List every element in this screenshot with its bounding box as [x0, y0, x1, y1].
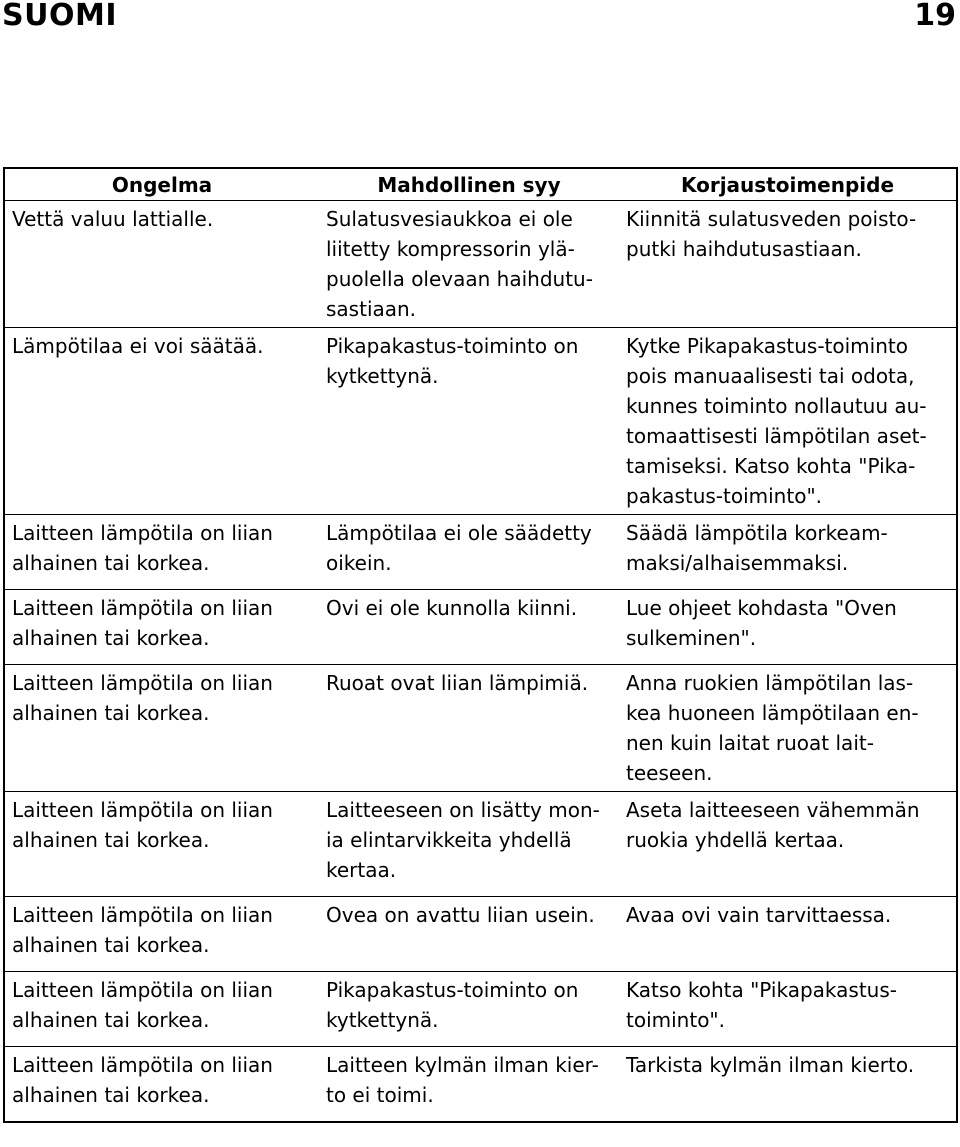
- remedy-text: Avaa ovi vain tarvittaessa.: [626, 903, 892, 927]
- remedy-cell: [619, 201, 957, 328]
- table-row: [4, 897, 957, 972]
- cause-text: Ovi ei ole kunnolla kiinni.: [326, 596, 578, 620]
- page-number: 19: [914, 0, 956, 33]
- cause-text: Pikapakastus-toiminto on kytkettynä.: [326, 978, 579, 1032]
- problem-cell: [4, 972, 319, 1047]
- remedy-cell: [619, 590, 957, 665]
- table-row: [4, 792, 957, 897]
- remedy-text: Säädä lämpötila korkeam- maksi/alhaisemmaksi.: [626, 521, 888, 575]
- problem-text: Laitteen lämpötila on liian alhainen tai korkea.: [12, 798, 273, 852]
- cause-text: Lämpötilaa ei ole säädetty oikein.: [326, 521, 592, 575]
- remedy-cell: [619, 972, 957, 1047]
- table-row: [4, 665, 957, 792]
- remedy-cell: [619, 1047, 957, 1123]
- remedy-text: Aseta laitteeseen vähemmän ruokia yhdellä kertaa.: [626, 798, 920, 852]
- section-title: SUOMI: [2, 0, 117, 33]
- cause-text: Ovea on avattu liian usein.: [326, 903, 595, 927]
- cause-cell: [319, 201, 619, 328]
- cause-text: Pikapakastus-toiminto on kytkettynä.: [326, 334, 579, 388]
- cause-cell: [319, 515, 619, 590]
- problem-cell: [4, 328, 319, 515]
- cause-text: Laitteen kylmän ilman kier- to ei toimi.: [326, 1053, 599, 1107]
- problem-text: Vettä valuu lattialle.: [12, 207, 214, 231]
- column-header-cause: Mahdollinen syy: [319, 168, 619, 201]
- troubleshooting-table: [3, 167, 958, 1123]
- problem-text: Laitteen lämpötila on liian alhainen tai korkea.: [12, 1053, 273, 1107]
- problem-text: Lämpötilaa ei voi säätää.: [12, 334, 264, 358]
- problem-text: Laitteen lämpötila on liian alhainen tai korkea.: [12, 596, 273, 650]
- remedy-text: Kytke Pikapakastus-toiminto pois manuaalisesti tai odota, kunnes toiminto nollautuu au- tomaattisesti lämpötilan aset- tamiseksi. Katso kohta "Pika- pakastus-toiminto".: [626, 334, 927, 508]
- problem-cell: [4, 792, 319, 897]
- problem-cell: [4, 897, 319, 972]
- cause-cell: [319, 792, 619, 897]
- remedy-cell: [619, 792, 957, 897]
- remedy-cell: [619, 897, 957, 972]
- problem-cell: [4, 665, 319, 792]
- table-row: [4, 515, 957, 590]
- cause-text: Sulatusvesiaukkoa ei ole liitetty kompressorin ylä- puolella olevaan haihdutu- sastiaan.: [326, 207, 593, 321]
- table-row: [4, 590, 957, 665]
- cause-cell: [319, 897, 619, 972]
- remedy-cell: [619, 665, 957, 792]
- problem-text: Laitteen lämpötila on liian alhainen tai korkea.: [12, 903, 273, 957]
- remedy-text: Anna ruokien lämpötilan las- kea huoneen lämpötilaan en- nen kuin laitat ruoat lait- teeseen.: [626, 671, 919, 785]
- remedy-cell: [619, 328, 957, 515]
- problem-cell: [4, 201, 319, 328]
- cause-cell: [319, 665, 619, 792]
- table-row: [4, 201, 957, 328]
- problem-cell: [4, 1047, 319, 1123]
- cause-text: Ruoat ovat liian lämpimiä.: [326, 671, 589, 695]
- remedy-text: Tarkista kylmän ilman kierto.: [626, 1053, 915, 1077]
- remedy-text: Katso kohta "Pikapakastus- toiminto".: [626, 978, 897, 1032]
- cause-text: Laitteeseen on lisätty mon- ia elintarvikkeita yhdellä kertaa.: [326, 798, 600, 882]
- remedy-cell: [619, 515, 957, 590]
- problem-cell: [4, 590, 319, 665]
- cause-cell: [319, 328, 619, 515]
- table-row: [4, 1047, 957, 1123]
- cause-cell: [319, 972, 619, 1047]
- remedy-text: Lue ohjeet kohdasta "Oven sulkeminen".: [626, 596, 897, 650]
- table-row: [4, 328, 957, 515]
- column-header-remedy: Korjaustoimenpide: [619, 168, 957, 201]
- page-header: [0, 0, 960, 40]
- cause-cell: [319, 1047, 619, 1123]
- table-row: [4, 972, 957, 1047]
- remedy-text: Kiinnitä sulatusveden poisto- putki haihdutusastiaan.: [626, 207, 917, 261]
- problem-text: Laitteen lämpötila on liian alhainen tai korkea.: [12, 978, 273, 1032]
- cause-cell: [319, 590, 619, 665]
- column-header-problem: Ongelma: [4, 168, 319, 201]
- problem-text: Laitteen lämpötila on liian alhainen tai korkea.: [12, 521, 273, 575]
- problem-cell: [4, 515, 319, 590]
- problem-text: Laitteen lämpötila on liian alhainen tai korkea.: [12, 671, 273, 725]
- table-header-row: [4, 168, 957, 201]
